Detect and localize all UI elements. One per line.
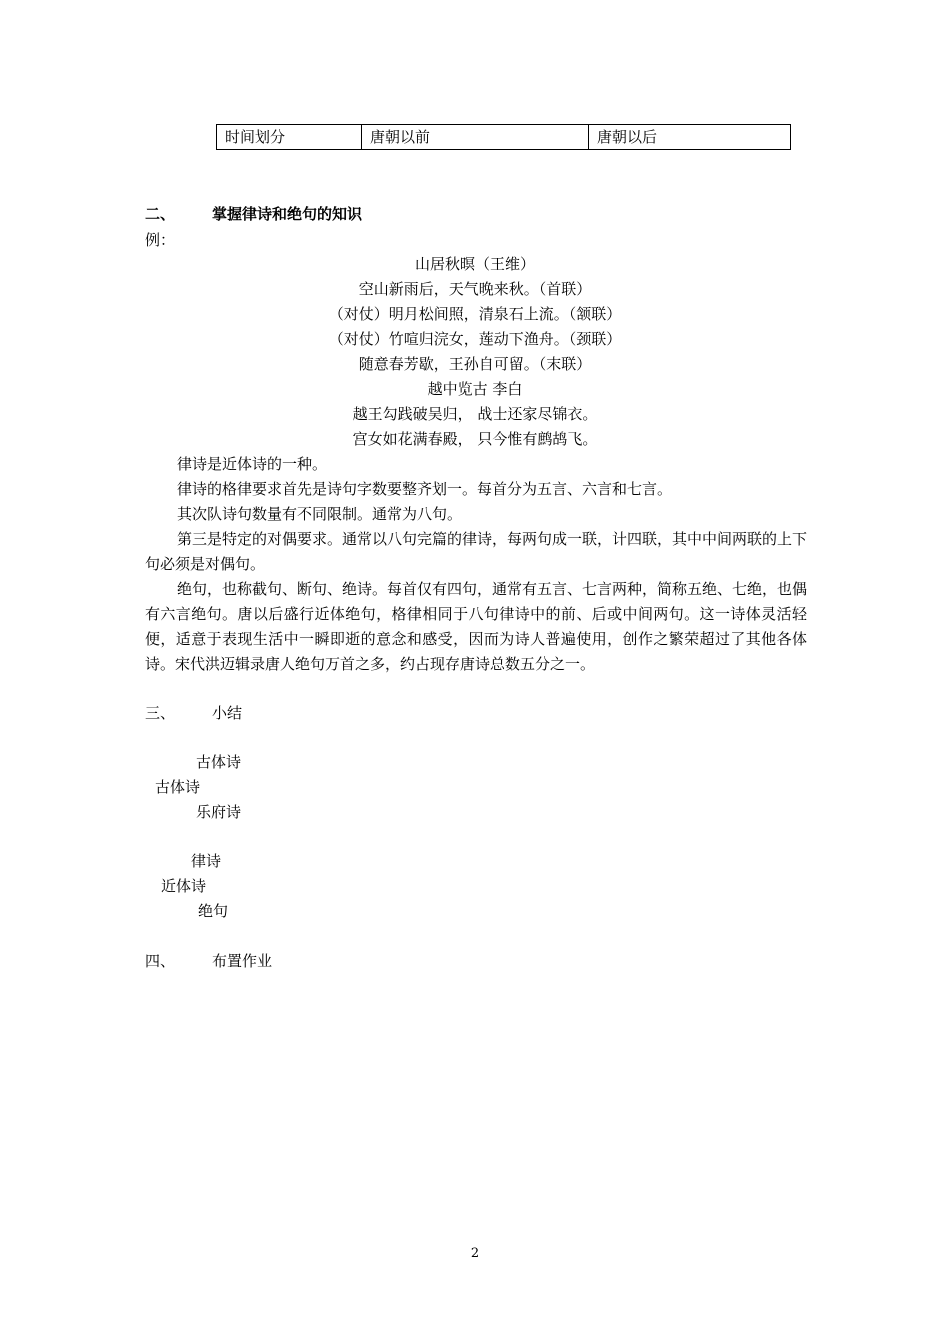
poem-2-title: 越中览古 李白 [427,380,523,398]
body-paragraph: 律诗是近体诗的一种。 [177,455,328,473]
body-paragraph: 第三是特定的对偶要求。通常以八句完篇的律诗，每两句成一联，计四联，其中中间两联的上下句必须是对偶句。 [145,530,808,573]
section-3-number: 三、 [145,704,176,722]
table-cell: 唐朝以后 [589,125,791,150]
section-4-number: 四、 [145,952,176,970]
time-division-table [216,124,791,150]
example-label: 例： [145,231,176,249]
poem-1-line: （对仗）竹喧归浣女，莲动下渔舟。（颈联） [328,330,622,348]
page-number: 2 [470,1246,480,1261]
summary-child: 绝句 [198,902,229,920]
body-paragraph: 律诗的格律要求首先是诗句字数要整齐划一。每首分为五言、六言和七言。 [177,480,673,498]
section-2-number: 二、 [145,205,176,223]
poem-1-line: 随意春芳歇，王孙自可留。（末联） [358,355,592,373]
section-4-title: 布置作业 [212,952,273,970]
poem-1-title: 山居秋暝（王维） [414,255,535,273]
summary-parent: 古体诗 [155,778,201,796]
body-paragraph: 绝句，也称截句、断句、绝诗。每首仅有四句，通常有五言、七言两种，简称五绝、七绝，也偶有六言绝句。唐以后盛行近体绝句，格律相同于八句律诗中的前、后或中间两句。这一诗体灵活轻便，适意于表现生活中一瞬即逝的意念和感受，因而为诗人普遍使用，创作之繁荣超过了其他各体诗。宋代洪迈辑录唐人绝句万首之多，约占现存唐诗总数五分之一。 [145,580,808,673]
poem-2-line: 越王勾践破吴归， 战士还家尽锦衣。 [352,405,598,423]
body-paragraph: 其次队诗句数量有不同限制。通常为八句。 [177,505,463,523]
poem-2-line: 宫女如花满春殿， 只今惟有鹧鸪飞。 [352,430,598,448]
summary-parent: 近体诗 [161,877,207,895]
table-row [217,125,791,150]
section-3-title: 小结 [212,704,243,722]
summary-child: 律诗 [191,852,222,870]
poem-1-line: 空山新雨后，天气晚来秋。（首联） [358,280,592,298]
table-cell: 唐朝以前 [362,125,589,150]
summary-child: 古体诗 [196,753,242,771]
section-2-title: 掌握律诗和绝句的知识 [212,205,363,223]
table-cell: 时间划分 [217,125,362,150]
summary-child: 乐府诗 [196,803,242,821]
poem-1-line: （对仗）明月松间照，清泉石上流。（颔联） [328,305,622,323]
